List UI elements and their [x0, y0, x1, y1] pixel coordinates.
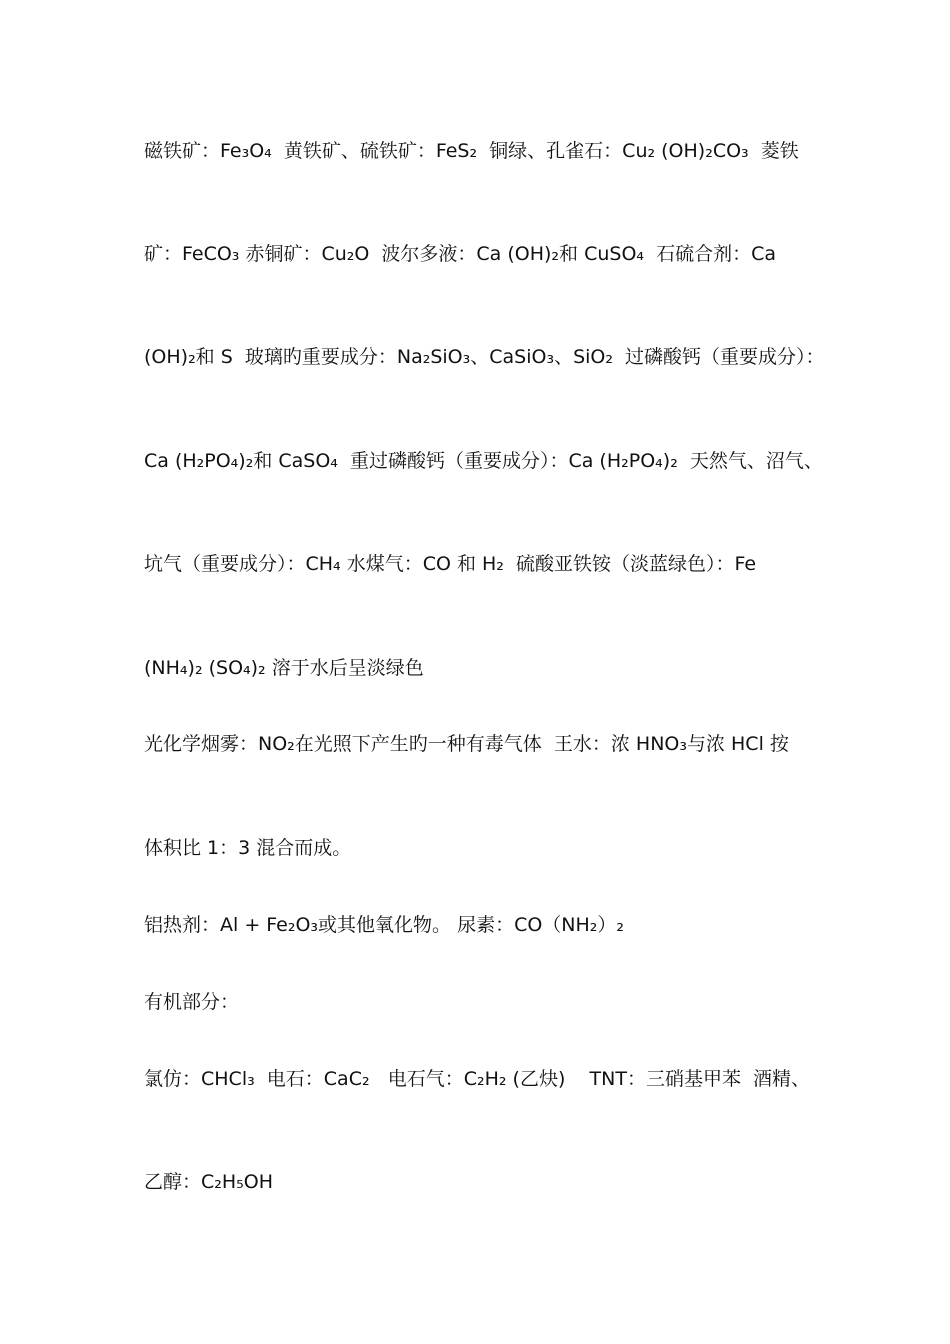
line-text: 坑气（重要成分）：CH₄ 水煤气：CO 和 H₂ 硫酸亚铁铵（淡蓝绿色）：Fe	[144, 553, 757, 575]
text-line-8	[144, 836, 834, 860]
text-line-12	[144, 1170, 834, 1194]
section-heading	[144, 990, 834, 1014]
line-text: 磁铁矿：Fe₃O₄ 黄铁矿、硫铁矿：FeS₂ 铜绿、孔雀石：Cu₂ (OH)₂CO₃ 菱铁	[144, 140, 799, 162]
text-line-4	[144, 449, 834, 473]
line-text: (NH₄)₂ (SO₄)₂ 溶于水后呈淡绿色	[144, 657, 424, 679]
line-text: 体积比 1：3 混合而成。	[144, 837, 352, 859]
text-line-2	[144, 242, 834, 266]
text-line-11	[144, 1067, 834, 1091]
text-line-1	[144, 139, 834, 163]
text-line-7	[144, 732, 834, 756]
line-text: 氯仿：CHCl₃ 电石：CaC₂ 电石气：C₂H₂ (乙炔) TNT：三硝基甲苯 酒精、	[144, 1068, 811, 1090]
line-text: 矿：FeCO₃ 赤铜矿：Cu₂O 波尔多液：Ca (OH)₂和 CuSO₄ 石硫合剂：Ca	[144, 243, 777, 265]
text-line-3	[144, 345, 834, 369]
line-text: 铝热剂：Al + Fe₂O₃或其他氧化物。 尿素：CO（NH₂）₂	[144, 914, 625, 936]
line-text: (OH)₂和 S 玻璃旳重要成分：Na₂SiO₃、CaSiO₃、SiO₂ 过磷酸钙（重要成分）：	[144, 346, 825, 368]
line-text: 光化学烟雾：NO₂在光照下产生旳一种有毒气体 王水：浓 HNO₃与浓 HCl 按	[144, 733, 789, 755]
line-text: Ca (H₂PO₄)₂和 CaSO₄ 重过磷酸钙（重要成分）：Ca (H₂PO₄)₂ 天然气、沼气、	[144, 450, 823, 472]
line-text: 乙醇：C₂H₅OH	[144, 1171, 274, 1193]
text-line-9	[144, 913, 834, 937]
line-text: 有机部分：	[144, 991, 240, 1013]
text-line-5	[144, 552, 834, 576]
text-line-6	[144, 656, 834, 680]
